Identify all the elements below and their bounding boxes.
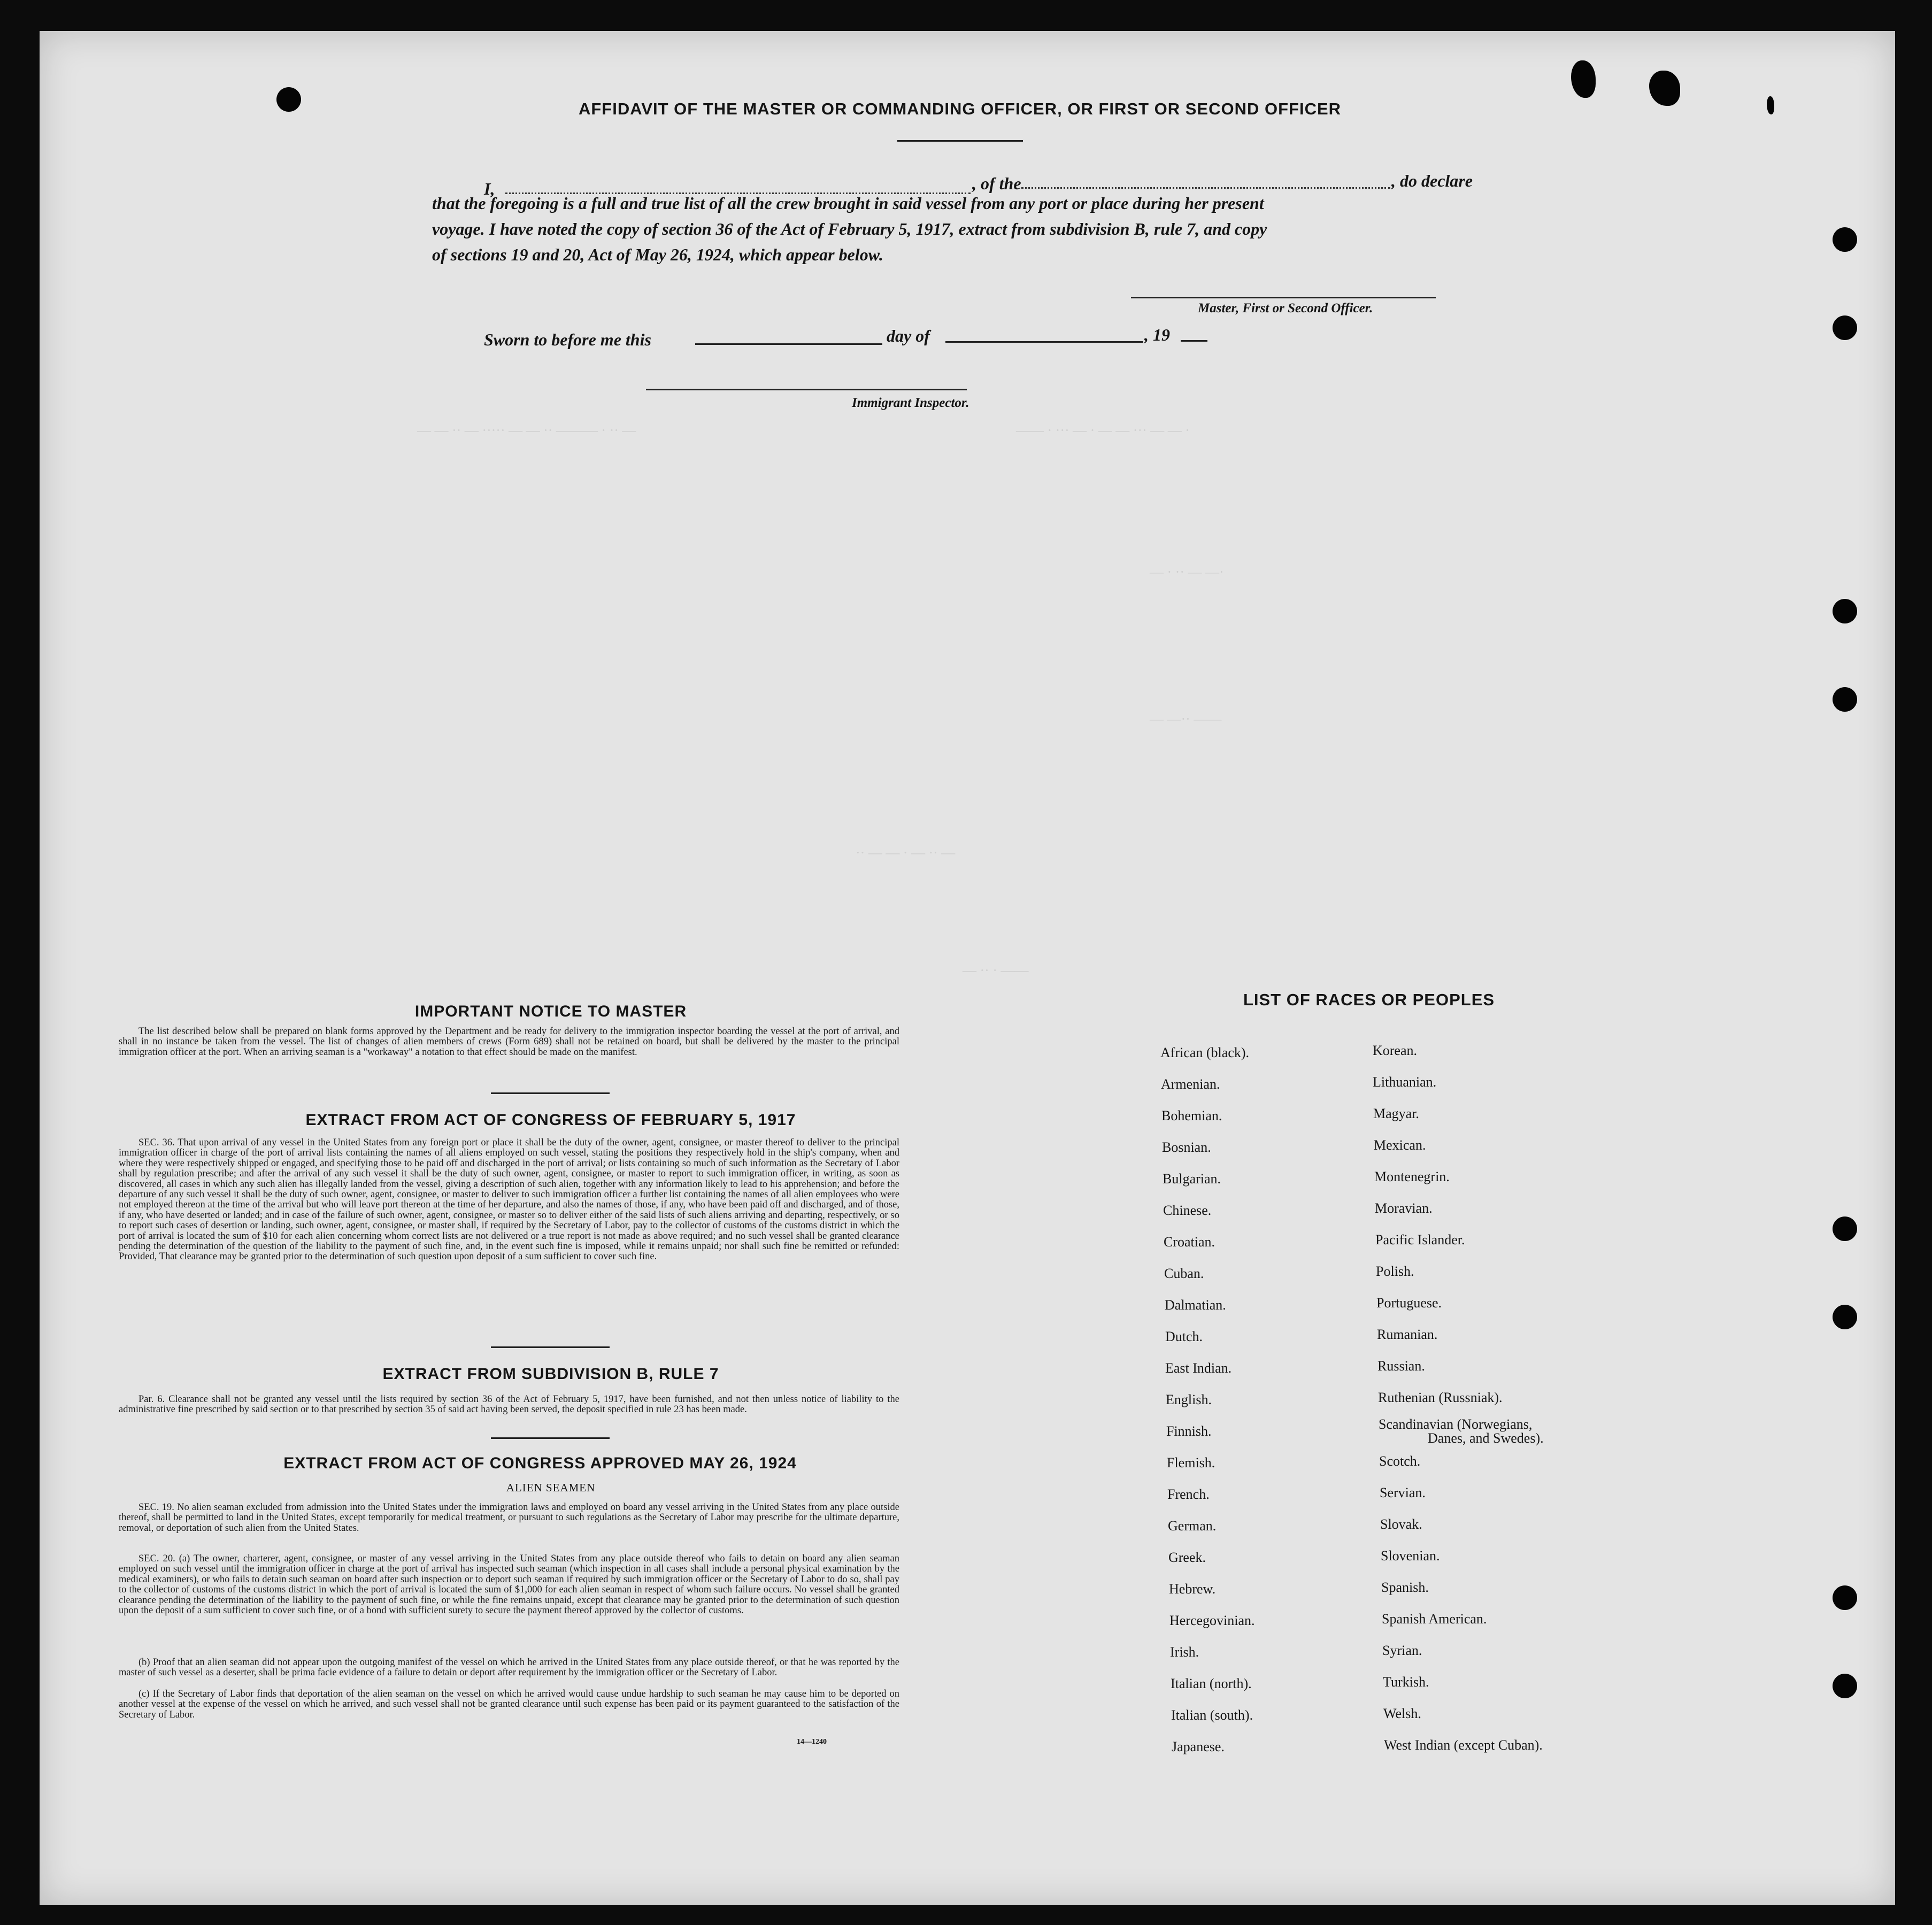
race-left-17: Greek. (1168, 1550, 1206, 1565)
section-20b-text: (b) Proof that an alien seaman did not appear upon the outgoing manifest of the vessel on which he arrived in the United States from any place outside thereof, or that he was reported by the master of such vessel as a deserter, shall be prima facie evidence of a failure to detain or deport after requirement by the immigration officer or the Secretary of Labor. (119, 1657, 899, 1678)
race-left-2: Armenian. (1161, 1076, 1220, 1092)
ink-mark-top-right (1767, 96, 1774, 114)
race-left-7: Croatian. (1164, 1234, 1215, 1250)
declarant-name-field[interactable] (505, 182, 971, 194)
bleed-through-mark: — — ·· — ····· — — ·· ——— · ·· — (417, 422, 636, 438)
section-20a-text: SEC. 20. (a) The owner, charterer, agent, consignee, or master of any vessel arriving in the United States from any place outside thereof who fails to detain on board any alien seaman employed on such vessel until the immigration officer in charge at the port of arrival has inspected such seaman (which inspection in all cases shall include a personal physical examination by the medical examiners), or who fails to detain such seaman on board after such inspection or to deport such seaman if required by such immigration officer or the Secretary of Labor to do so, shall pay to the collector of customs of the customs district in which the port of arrival is located the sum of $1,000 for each alien seaman in respect of whom such failure occurs. No vessel shall be granted clearance pending the determination of the liability to the payment of such fine, or while the fine remains unpaid, except that clearance may be granted prior to the determination of such question upon the deposit of a sum sufficient to cover such fine, or of a bond with sufficient surety to secure the payment thereof approved by the collector of customs. (119, 1553, 899, 1616)
race-right-18: Spanish. (1381, 1580, 1429, 1595)
sworn-year-field[interactable] (1181, 340, 1207, 342)
race-right-16: Slovak. (1380, 1516, 1422, 1532)
affidavit-line-4: of sections 19 and 20, Act of May 26, 1924, which appear below. (432, 245, 883, 264)
race-left-23: Japanese. (1172, 1739, 1225, 1754)
extract-1924-title: EXTRACT FROM ACT OF CONGRESS APPROVED MAY 26, 1924 (283, 1454, 797, 1472)
sworn-day-field[interactable] (695, 343, 882, 345)
race-right-21: Turkish. (1383, 1674, 1429, 1690)
race-left-9: Dalmatian. (1165, 1297, 1226, 1313)
race-right-11: Russian. (1377, 1358, 1425, 1374)
race-left-21: Italian (north). (1171, 1676, 1252, 1691)
race-right-10: Rumanian. (1377, 1327, 1438, 1342)
races-title: LIST OF RACES OR PEOPLES (1243, 990, 1495, 1009)
race-right-22: Welsh. (1383, 1706, 1421, 1721)
affidavit-line-2: that the foregoing is a full and true list of all the crew brought in said vessel from any port or place during her present (432, 194, 1264, 213)
alien-seamen-subtitle: ALIEN SEAMEN (506, 1481, 596, 1494)
race-right-2: Lithuanian. (1373, 1074, 1437, 1090)
race-right-5: Montenegrin. (1374, 1169, 1450, 1184)
race-left-3: Bohemian. (1161, 1108, 1222, 1123)
sworn-month-field[interactable] (945, 341, 1143, 343)
rule7-body: Par. 6. Clearance shall not be granted any vessel until the lists required by section 36 of the Act of February 5, 1917, have been furnished, and not then unless notice of liability to the administrative fine prescribed by said section or to that prescribed by section 35 of said act having been served, the deposit specified in rule 23 has been made. (119, 1394, 899, 1415)
declarant-prefix: I, (484, 179, 495, 198)
race-right-17: Slovenian. (1381, 1548, 1440, 1564)
race-right-23: West Indian (except Cuban). (1384, 1737, 1543, 1753)
section-19-text: SEC. 19. No alien seaman excluded from admission into the United States under the immigration laws and employed on board any vessel arriving in the United States from any place outside thereof, shall be permitted to land in the United States, except temporarily for medical treatment, or pursuant to such regulations as the Secretary of Labor may prescribe for the ultimate departure, removal, or deportation of such alien from the United States. (119, 1502, 899, 1534)
punch-hole-right-7 (1833, 1585, 1857, 1610)
race-right-20: Syrian. (1382, 1643, 1422, 1658)
race-right-4: Mexican. (1374, 1137, 1426, 1153)
rule7-divider (491, 1437, 610, 1439)
extract-1917-title: EXTRACT FROM ACT OF CONGRESS OF FEBRUARY 5, 1917 (305, 1111, 796, 1129)
year-label: , 19 (1144, 325, 1170, 344)
declare-label: , do declare (1391, 171, 1473, 190)
race-left-10: Dutch. (1165, 1329, 1203, 1344)
race-right-8: Polish. (1376, 1264, 1414, 1279)
punch-hole-right-8 (1833, 1674, 1857, 1698)
race-left-20: Irish. (1170, 1644, 1199, 1660)
bleed-through-mark: — · ·· — —· (1150, 564, 1224, 580)
master-signature-line[interactable] (1131, 297, 1436, 298)
race-right-6: Moravian. (1375, 1200, 1433, 1216)
bleed-through-mark: — ·· · —— (963, 962, 1029, 978)
extract-1917-divider (491, 1346, 610, 1348)
race-right-19: Spanish American. (1382, 1611, 1487, 1627)
affidavit-title: AFFIDAVIT OF THE MASTER OR COMMANDING OFFICER, OR FIRST OR SECOND OFFICER (578, 99, 1342, 118)
punch-hole-right-5 (1833, 1216, 1857, 1241)
notice-divider (491, 1092, 610, 1094)
race-left-14: Flemish. (1167, 1455, 1215, 1470)
extract-1917-body: SEC. 36. That upon arrival of any vessel in the United States from any foreign port or place it shall be the duty of the owner, agent, consignee, or master thereof to deliver to the principal immigration officer in charge of the port of arrival lists containing the names of all aliens employed on such vessel, stating the positions they respectively hold in the ship's company, when and where they were respectively shipped or engaged, and specifying those to be paid off and discharged in the port of arrival; or lists containing so much of such information as the Secretary of Labor shall by regulation prescribe; and after the arrival of any such vessel it shall be the duty of such owner, agent, consignee, or master to report to such immigration officer, in writing, as soon as discovered, all cases in which any such alien has illegally landed from the vessel, giving a description of such alien, together with any information likely to lead to his apprehension; and before the departure of any such vessel it shall be the duty of such owner, agent, consignee, or master to deliver to such immigration officer a further list containing the names of all alien employees who were not employed thereon at the time of the arrival but who will leave port thereon at the time of her departure, and also the names of those, if any, who have been paid off and discharged, and of those, if any, who have deserted or landed; and in case of the failure of such owner, agent, consignee, or master so to deliver either of the said lists of such aliens arriving and departing, respectively, or so to report such cases of desertion or landing, such owner, agent, consignee, or master shall, if required by the Secretary of Labor, pay to the collector of customs of the customs district in which the port of arrival is located the sum of $10 for each alien concerning whom correct lists are not delivered or a true report is not made as above required; and no such vessel shall be granted clearance pending the determination of the question of the liability to the payment of such fine, and, in the event such fine is imposed, while it remains unpaid; nor shall such fine be remitted or refunded: Provided, That clearance may be granted prior to the determination of such question upon deposit of a sum sufficient to cover such fine. (119, 1137, 899, 1262)
inspector-caption: Immigrant Inspector. (852, 396, 969, 410)
inspector-signature-line[interactable] (646, 389, 967, 390)
notice-title: IMPORTANT NOTICE TO MASTER (414, 1003, 687, 1020)
race-right-14: Scotch. (1379, 1453, 1421, 1469)
race-left-8: Cuban. (1164, 1266, 1204, 1281)
race-left-15: French. (1167, 1487, 1210, 1502)
race-left-16: German. (1168, 1518, 1217, 1534)
race-right-12: Ruthenian (Russniak). (1378, 1390, 1503, 1405)
of-the-label: , of the (972, 174, 1021, 193)
affidavit-line-3: voyage. I have noted the copy of section 36 of the Act of February 5, 1917, extract from subdivision B, rule 7, and copy (432, 219, 1267, 238)
race-left-1: African (black). (1160, 1045, 1250, 1060)
sworn-label: Sworn to before me this (484, 330, 651, 349)
race-right-9: Portuguese. (1376, 1295, 1442, 1311)
bleed-through-mark: — —·· —— (1150, 711, 1222, 727)
day-of-label: day of (887, 326, 930, 345)
race-left-11: East Indian. (1165, 1360, 1232, 1376)
race-right-7: Pacific Islander. (1375, 1232, 1465, 1248)
notice-body: The list described below shall be prepared on blank forms approved by the Department and be ready for delivery to the immigration inspector boarding the vessel at the port of arrival, and shall in no instance be taken from the vessel. The list of changes of alien members of crews (Form 689) shall not be retained on board, but shall be delivered by the master to the principal immigration officer at the port. When an arriving seaman is a "workaway" a notation to that effect should be made on the manifest. (119, 1026, 899, 1058)
race-right-1: Korean. (1373, 1043, 1418, 1058)
punch-hole-right-4 (1833, 687, 1857, 712)
race-left-19: Hercegovinian. (1169, 1613, 1255, 1628)
title-underline (897, 140, 1023, 142)
race-right-13: Scandinavian (Norwegians, (1379, 1416, 1533, 1432)
punch-hole-top-left (276, 87, 301, 112)
race-right-15: Servian. (1380, 1485, 1426, 1500)
bleed-through-mark: ·· — — · — ·· — (856, 845, 956, 860)
race-left-4: Bosnian. (1162, 1139, 1211, 1155)
master-signature-caption: Master, First or Second Officer. (1198, 301, 1373, 315)
race-right-3: Magyar. (1373, 1106, 1419, 1121)
rule7-title: EXTRACT FROM SUBDIVISION B, RULE 7 (382, 1365, 719, 1383)
race-left-18: Hebrew. (1169, 1581, 1216, 1597)
race-left-5: Bulgarian. (1163, 1171, 1221, 1187)
punch-hole-right-3 (1833, 599, 1857, 623)
section-20c-text: (c) If the Secretary of Labor finds that deportation of the alien seaman on the vessel on which he arrived would cause undue hardship to such seaman he may cause him to be deported on another vessel at the expense of the vessel on which he arrived, and such vessel shall not be granted clearance until such expense has been paid or its payment guaranteed to the satisfaction of the Secretary of Labor. (119, 1689, 899, 1720)
form-number: 14—1240 (797, 1738, 827, 1746)
punch-hole-right-6 (1833, 1305, 1857, 1329)
race-left-12: English. (1166, 1392, 1212, 1407)
punch-hole-right-2 (1833, 315, 1857, 340)
race-left-13: Finnish. (1166, 1423, 1212, 1439)
vessel-name-field[interactable] (1021, 176, 1390, 189)
race-right-13-cont: Danes, and Swedes). (1428, 1430, 1544, 1446)
race-left-6: Chinese. (1163, 1203, 1212, 1218)
bleed-through-mark: —— · ··· — · — — ··· — — · (1016, 422, 1190, 438)
punch-hole-right-1 (1833, 227, 1857, 252)
race-left-22: Italian (south). (1171, 1707, 1253, 1723)
